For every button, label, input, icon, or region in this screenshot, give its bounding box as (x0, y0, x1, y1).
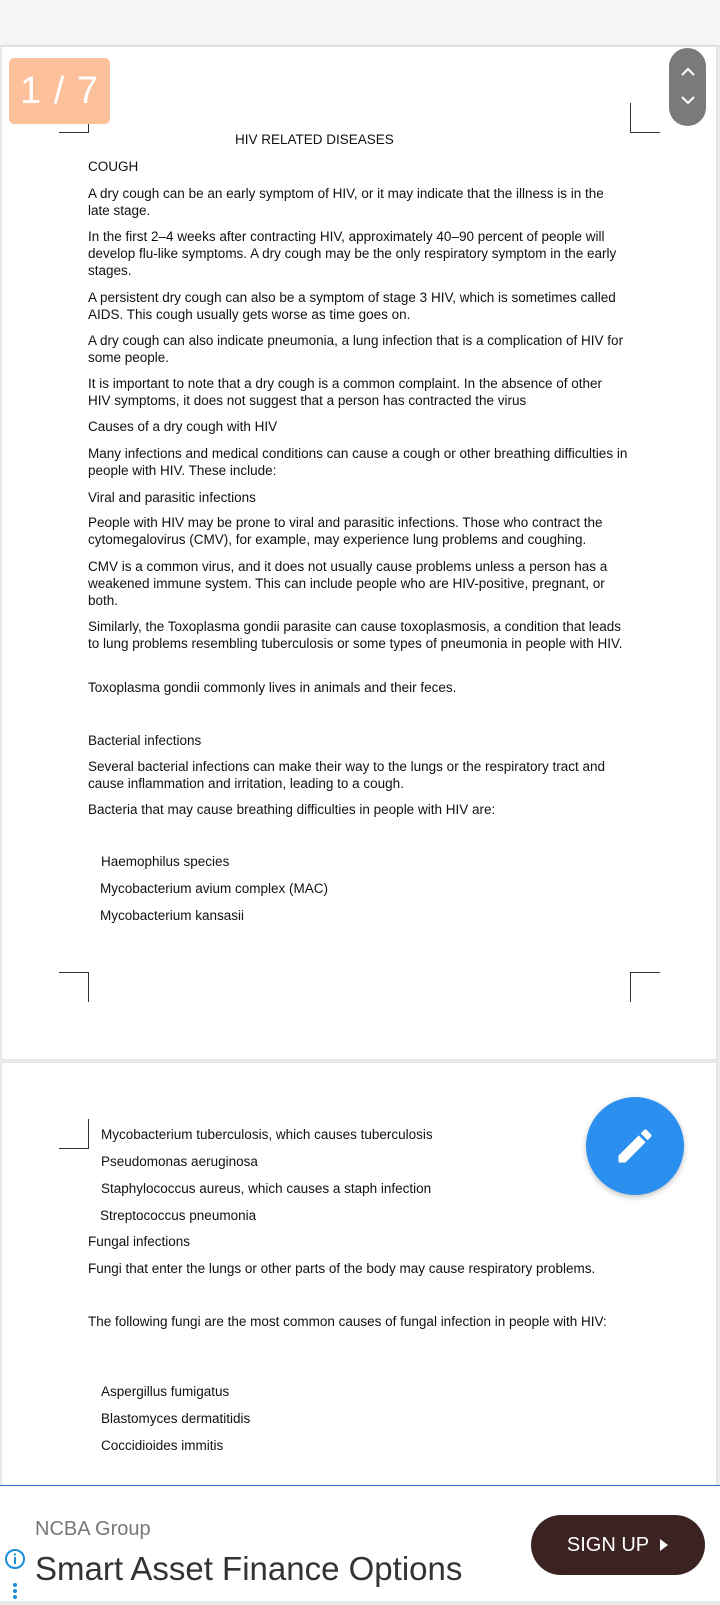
edit-button[interactable] (586, 1097, 684, 1195)
paragraph: People with HIV may be prone to viral and parasitic infections. Those who contract the cytomegalovirus (CMV), for example, may experience lung problems and coughing. (88, 515, 603, 547)
list-item: Coccidioides immitis (101, 1438, 224, 1453)
list-item: Mycobacterium kansasii (100, 908, 245, 923)
list-item: Staphylococcus aureus, which causes a staph infection (101, 1181, 432, 1196)
paragraph: It is important to note that a dry cough is a common complaint. In the absence of other HIV symptoms, it does not suggest that a person has contracted the virus (88, 376, 603, 408)
list-item: Mycobacterium tuberculosis, which causes tuberculosis (101, 1127, 433, 1142)
list-item: Streptococcus pneumonia (100, 1208, 257, 1223)
ad-brand: NCBA Group (35, 1518, 151, 1540)
crop-mark (59, 1119, 89, 1149)
sign-up-button[interactable] (531, 1515, 705, 1575)
page-down-button[interactable] (669, 86, 706, 114)
list-item: Blastomyces dermatitidis (101, 1411, 251, 1426)
info-icon[interactable] (4, 1548, 26, 1575)
page-nav (669, 48, 706, 126)
paragraph: Bacteria that may cause breathing difficulties in people with HIV are: (88, 802, 496, 817)
sign-up-label: SIGN UP (566, 1533, 650, 1556)
chevron-up-icon (680, 67, 696, 77)
paragraph: The following fungi are the most common causes of fungal infection in people with HIV: (88, 1314, 607, 1329)
paragraph: CMV is a common virus, and it does not usually cause problems unless a person has a weakened immune system. This can include people who are HIV-positive, pregnant, or both. (88, 559, 608, 608)
pencil-icon (613, 1124, 657, 1168)
paragraph: Similarly, the Toxoplasma gondii parasite can cause toxoplasmosis, a condition that leads to lung problems resembling tuberculosis or some types of pneumonia in people with HIV. (88, 619, 623, 651)
paragraph: A dry cough can be an early symptom of HIV, or it may indicate that the illness is in the late stage. (88, 186, 604, 218)
more-vertical-icon[interactable] (12, 1582, 18, 1605)
section-heading: Bacterial infections (88, 733, 202, 748)
list-item: Pseudomonas aeruginosa (101, 1154, 258, 1169)
paragraph: A dry cough can also indicate pneumonia, a lung infection that is a complication of HIV for some people. (88, 333, 624, 365)
list-item: Haemophilus species (101, 854, 230, 869)
paragraph: In the first 2–4 weeks after contracting HIV, approximately 40–90 percent of people will develop flu-like symptoms. A dry cough may be the only respiratory symptom in the early stages. (88, 229, 617, 278)
crop-mark (630, 972, 660, 1002)
section-heading: Fungal infections (88, 1234, 191, 1249)
doc-title: HIV RELATED DISEASES (235, 132, 394, 147)
paragraph: Toxoplasma gondii commonly lives in animals and their feces. (88, 680, 457, 695)
paragraph: Fungi that enter the lungs or other parts of the body may cause respiratory problems. (88, 1261, 596, 1276)
list-item: Mycobacterium avium complex (MAC) (100, 881, 329, 896)
section-heading: Viral and parasitic infections (88, 490, 256, 505)
page-up-button[interactable] (669, 58, 706, 86)
list-item: Aspergillus fumigatus (101, 1384, 230, 1399)
paragraph: Several bacterial infections can make their way to the lungs or the respiratory tract and cause inflammation and irritation, leading to a cough. (88, 759, 606, 791)
document-page-1 (1, 46, 717, 1060)
crop-mark (630, 103, 660, 133)
paragraph: A persistent dry cough can also be a symptom of stage 3 HIV, which is sometimes called AIDS. This cough usually gets worse as time goes on. (88, 290, 616, 322)
play-arrow-icon (659, 1538, 669, 1552)
ad-title[interactable]: Smart Asset Finance Options (35, 1550, 463, 1587)
page-indicator: 1 / 7 (9, 58, 110, 124)
top-bar (0, 0, 720, 46)
chevron-down-icon (680, 95, 696, 105)
crop-mark (59, 972, 89, 1002)
section-heading: COUGH (88, 159, 139, 174)
paragraph: Many infections and medical conditions can cause a cough or other breathing difficulties in people with HIV. These include: (88, 446, 628, 478)
ad-banner[interactable] (0, 1485, 720, 1601)
section-heading: Causes of a dry cough with HIV (88, 419, 278, 434)
